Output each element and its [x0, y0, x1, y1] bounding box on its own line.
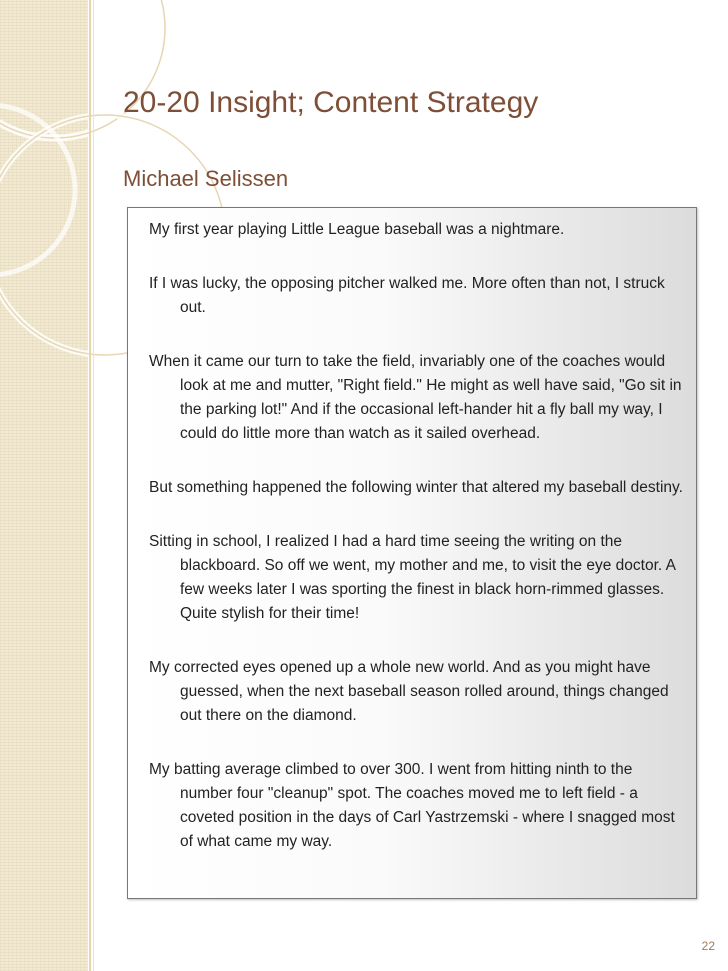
- paragraph-4: But something happened the following winter that altered my baseball destiny.: [149, 479, 683, 496]
- sidebar-divider-thin: [93, 0, 94, 971]
- content-box: [127, 207, 697, 899]
- paragraph-7: My batting average climbed to over 300. I went from hitting ninth to the number four "cleanup" spot. The coaches moved me to left field - a coveted position in the days of Carl Yastrzemski - where I snagged most of what came my way.: [149, 761, 675, 850]
- sidebar-divider: [89, 0, 91, 971]
- paragraph-3: When it came our turn to take the field, invariably one of the coaches would look at me and mutter, "Right field." He might as well have said, "Go sit in the parking lot!" And if the occasional left-hander hit a fly ball my way, I could do little more than watch as it sailed overhead.: [149, 353, 682, 442]
- paragraph-1: My first year playing Little League baseball was a nightmare.: [149, 221, 565, 238]
- paragraph-2: If I was lucky, the opposing pitcher walked me. More often than not, I struck out.: [149, 275, 665, 316]
- page-number: 22: [701, 939, 715, 953]
- slide-subtitle: Michael Selissen: [123, 166, 289, 191]
- paragraph-5: Sitting in school, I realized I had a hard time seeing the writing on the blackboard. So off we went, my mother and me, to visit the eye doctor. A few weeks later I was sporting the finest in black horn-rimmed glasses. Quite stylish for their time!: [149, 533, 676, 622]
- slide-title: 20-20 Insight; Content Strategy: [123, 86, 539, 119]
- decorative-sidebar: [0, 0, 88, 971]
- paragraph-6: My corrected eyes opened up a whole new world. And as you might have guessed, when the next baseball season rolled around, things changed out there on the diamond.: [149, 659, 669, 724]
